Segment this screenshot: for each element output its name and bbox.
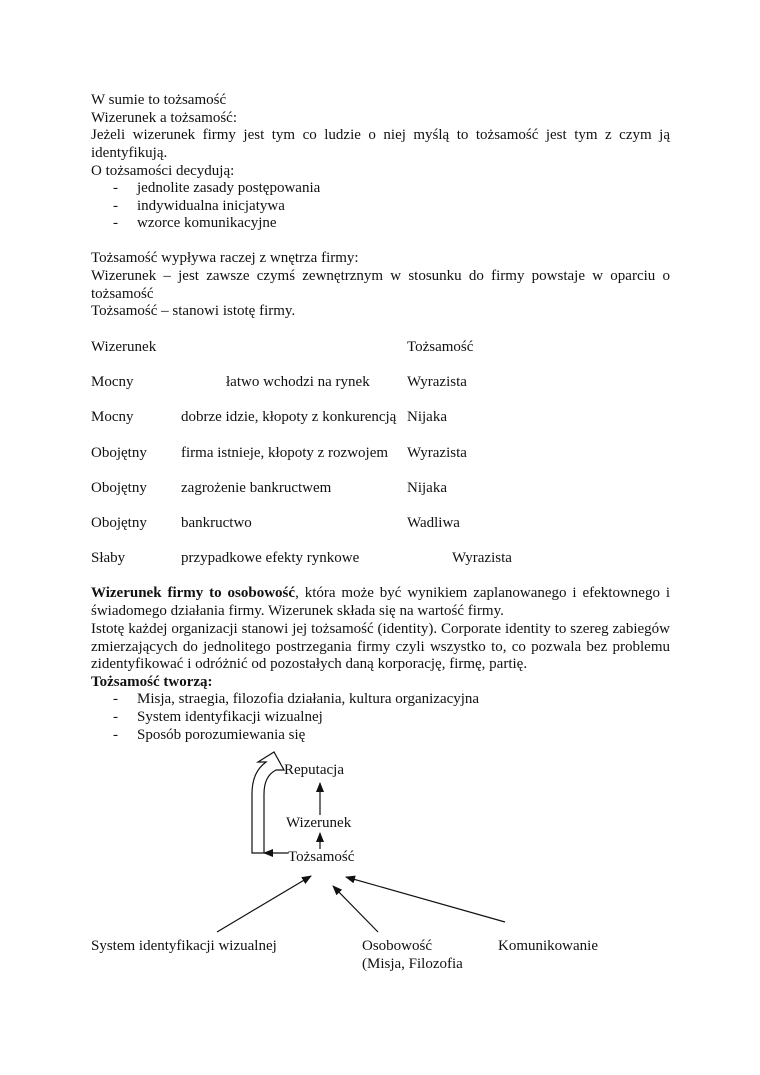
diagram-source-visual: System identyfikacji wizualnej xyxy=(91,938,277,954)
table-cell-effect: dobrze idzie, kłopoty z konkurencją xyxy=(181,409,397,425)
arrow-personality xyxy=(333,886,378,932)
list-item-text: System identyfikacji wizualnej xyxy=(137,709,323,725)
feedback-arrow-shape xyxy=(252,752,284,853)
decides-heading: O tożsamości decydują: xyxy=(91,163,235,179)
table-cell-image: Mocny xyxy=(91,409,134,425)
table-cell-effect: przypadkowe efekty rynkowe xyxy=(181,550,360,566)
wizerunek-definition: Wizerunek – jest zawsze czymś zewnętrznym w stosunku do firmy powstaje w oparciu o tożsamość xyxy=(91,268,670,302)
table-cell-identity: Wyrazista xyxy=(407,445,467,461)
list-dash: - xyxy=(113,180,118,196)
list-item-text: indywidualna inicjatywa xyxy=(137,198,285,214)
list-dash: - xyxy=(113,215,118,231)
table-cell-image: Obojętny xyxy=(91,445,147,461)
intro-line-1: W sumie to tożsamość xyxy=(91,92,227,108)
list-item-text: Sposób porozumiewania się xyxy=(137,727,306,743)
list-item-text: Misja, straegia, filozofia działania, kultura organizacyjna xyxy=(137,691,480,707)
table-cell-identity: Wadliwa xyxy=(407,515,460,531)
identity-paragraph: Istotę każdej organizacji stanowi jej tożsamość (identity). Corporate identity to szereg zabiegów zmierzających do jednolitego postrzegania firmy czyli wszystko to, co pozwala bez problemu zidentyfikować i odróżnić od pozostałych daną korporację, firmę, partię. xyxy=(91,621,670,673)
table-cell-identity: Nijaka xyxy=(407,480,447,496)
table-header-right: Tożsamość xyxy=(407,339,474,355)
list-dash: - xyxy=(113,709,118,725)
table-cell-identity: Wyrazista xyxy=(407,374,467,390)
arrow-communication xyxy=(346,877,505,922)
list-dash: - xyxy=(113,727,118,743)
diagram-label-image: Wizerunek xyxy=(286,815,352,831)
table-cell-effect: zagrożenie bankructwem xyxy=(181,480,332,496)
list-dash: - xyxy=(113,691,118,707)
diagram-source-personality-detail: (Misja, Filozofia xyxy=(362,956,463,972)
table-cell-identity: Wyrazista xyxy=(452,550,512,566)
table-cell-image: Słaby xyxy=(91,550,126,566)
list-dash: - xyxy=(113,198,118,214)
diagram-label-identity: Tożsamość xyxy=(288,849,355,865)
arrow-visual-system xyxy=(217,876,311,932)
table-cell-image: Obojętny xyxy=(91,515,147,531)
table-cell-effect: łatwo wchodzi na rynek xyxy=(226,374,370,390)
table-cell-image: Obojętny xyxy=(91,480,147,496)
tozsamosc-definition: Tożsamość – stanowi istotę firmy. xyxy=(91,303,296,319)
identity-definition-paragraph: Jeżeli wizerunek firmy jest tym co ludzie o niej myślą to tożsamość jest tym z czym ją identyfikują. xyxy=(91,127,670,161)
list-item-text: jednolite zasady postępowania xyxy=(137,180,321,196)
table-cell-identity: Nijaka xyxy=(407,409,447,425)
creates-heading-text: Tożsamość tworzą: xyxy=(91,674,213,690)
table-cell-effect: firma istnieje, kłopoty z rozwojem xyxy=(181,445,389,461)
table-header-left: Wizerunek xyxy=(91,339,157,355)
list-item-text: wzorce komunikacyjne xyxy=(137,215,277,231)
bold-lead: Wizerunek firmy to osobowość xyxy=(91,585,296,601)
intro-line-2: Wizerunek a tożsamość: xyxy=(91,110,238,126)
paragraph-rest: , która może być wynikiem zaplanowanego i efektownego i świadomego działania firmy. Wizerunek składa się na wartość firmy. xyxy=(91,585,671,619)
table-cell-effect: bankructwo xyxy=(181,515,252,531)
diagram-source-communication: Komunikowanie xyxy=(498,938,598,954)
section2-line-1: Tożsamość wypływa raczej z wnętrza firmy: xyxy=(91,250,359,266)
diagram-source-personality: Osobowość xyxy=(362,938,432,954)
diagram-label-reputation: Reputacja xyxy=(284,762,344,778)
table-cell-image: Mocny xyxy=(91,374,134,390)
